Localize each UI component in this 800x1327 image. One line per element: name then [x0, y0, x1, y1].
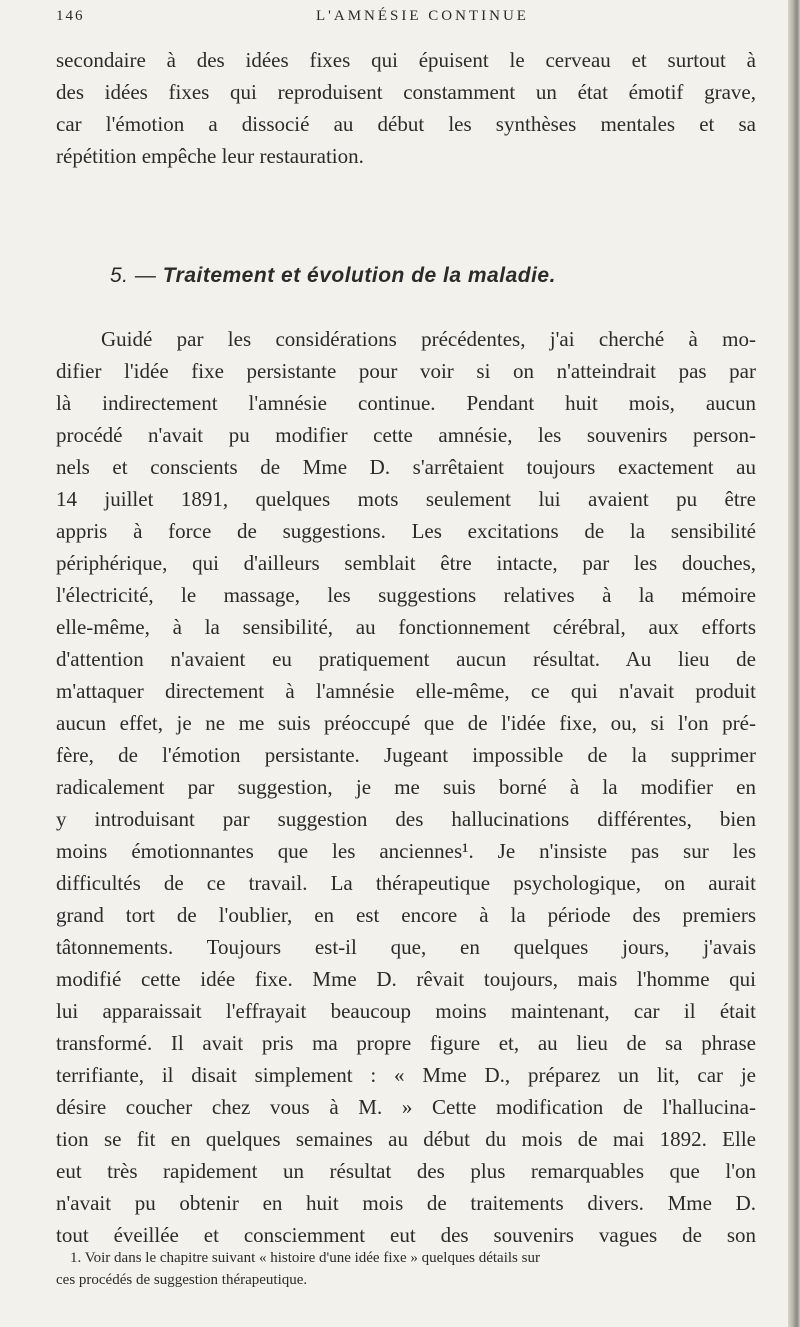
section-heading — [110, 264, 750, 288]
text-line: lui apparaissait l'effrayait beaucoup moins maintenant, car il était — [56, 999, 756, 1023]
text-line: des idées fixes qui reproduisent constamment un état émotif grave, — [56, 80, 756, 104]
text-line: m'attaquer directement à l'amnésie elle-même, ce qui n'avait produit — [56, 679, 756, 703]
paragraph-2 — [56, 323, 756, 1251]
text-line: elle-même, à la sensibilité, au fonctionnement cérébral, aux efforts — [56, 615, 756, 639]
text-line: l'électricité, le massage, les suggestions relatives à la mémoire — [56, 583, 756, 607]
text-line: modifié cette idée fixe. Mme D. rêvait toujours, mais l'homme qui — [56, 967, 756, 991]
text-line: difficultés de ce travail. La thérapeutique psychologique, on aurait — [56, 871, 756, 895]
text-line: terrifiante, il disait simplement : « Mme D., préparez un lit, car je — [56, 1063, 756, 1087]
text-line: appris à force de suggestions. Les excitations de la sensibilité — [56, 519, 756, 543]
text-line: 14 juillet 1891, quelques mots seulement lui avaient pu être — [56, 487, 756, 511]
text-line: transformé. Il avait pris ma propre figure et, au lieu de sa phrase — [56, 1031, 756, 1055]
text-line: n'avait pu obtenir en huit mois de traitements divers. Mme D. — [56, 1191, 756, 1215]
text-line: nels et conscients de Mme D. s'arrêtaient toujours exactement au — [56, 455, 756, 479]
section-number: 5. — — [110, 264, 157, 287]
text-line: d'attention n'avaient eu pratiquement aucun résultat. Au lieu de — [56, 647, 756, 671]
text-line: eut très rapidement un résultat des plus remarquables que l'on — [56, 1159, 756, 1183]
text-line: car l'émotion a dissocié au début les synthèses mentales et sa — [56, 112, 756, 136]
footnote-line: 1. Voir dans le chapitre suivant « histoire d'une idée fixe » quelques détails sur — [70, 1250, 540, 1266]
text-line: moins émotionnantes que les anciennes¹. Je n'insiste pas sur les — [56, 839, 756, 863]
text-line: difier l'idée fixe persistante pour voir si on n'atteindrait pas par — [56, 359, 756, 383]
text-line: procédé n'avait pu modifier cette amnésie, les souvenirs person- — [56, 423, 756, 447]
text-line: tion se fit en quelques semaines au début du mois de mai 1892. Elle — [56, 1127, 756, 1151]
paragraph-1 — [56, 44, 756, 172]
text-line: fère, de l'émotion persistante. Jugeant impossible de la supprimer — [56, 743, 756, 767]
text-line: périphérique, qui d'ailleurs semblait être intacte, par les douches, — [56, 551, 756, 575]
footnote-line: ces procédés de suggestion thérapeutique. — [56, 1272, 308, 1288]
text-line: grand tort de l'oublier, en est encore à la période des premiers — [56, 903, 756, 927]
text-line: secondaire à des idées fixes qui épuisent le cerveau et surtout à — [56, 48, 756, 72]
footnote — [56, 1247, 760, 1291]
page-header — [56, 8, 756, 28]
text-line: là indirectement l'amnésie continue. Pendant huit mois, aucun — [56, 391, 756, 415]
running-title: L'AMNÉSIE CONTINUE — [316, 8, 529, 24]
text-line: aucun effet, je ne me suis préoccupé que de l'idée fixe, ou, si l'on pré- — [56, 711, 756, 735]
text-line: tout éveillée et consciemment eut des souvenirs vagues de son — [56, 1223, 756, 1247]
text-line: radicalement par suggestion, je me suis borné à la modifier en — [56, 775, 756, 799]
section-title: Traitement et évolution de la maladie. — [162, 264, 556, 287]
text-line: tâtonnements. Toujours est-il que, en quelques jours, j'avais — [56, 935, 756, 959]
text-line: Guidé par les considérations précédentes, j'ai cherché à mo- — [101, 327, 756, 351]
page-number: 146 — [56, 8, 85, 24]
page-edge — [788, 0, 800, 1327]
text-line: répétition empêche leur restauration. — [56, 144, 364, 168]
text-line: y introduisant par suggestion des hallucinations différentes, bien — [56, 807, 756, 831]
text-line: désire coucher chez vous à M. » Cette modification de l'hallucina- — [56, 1095, 756, 1119]
